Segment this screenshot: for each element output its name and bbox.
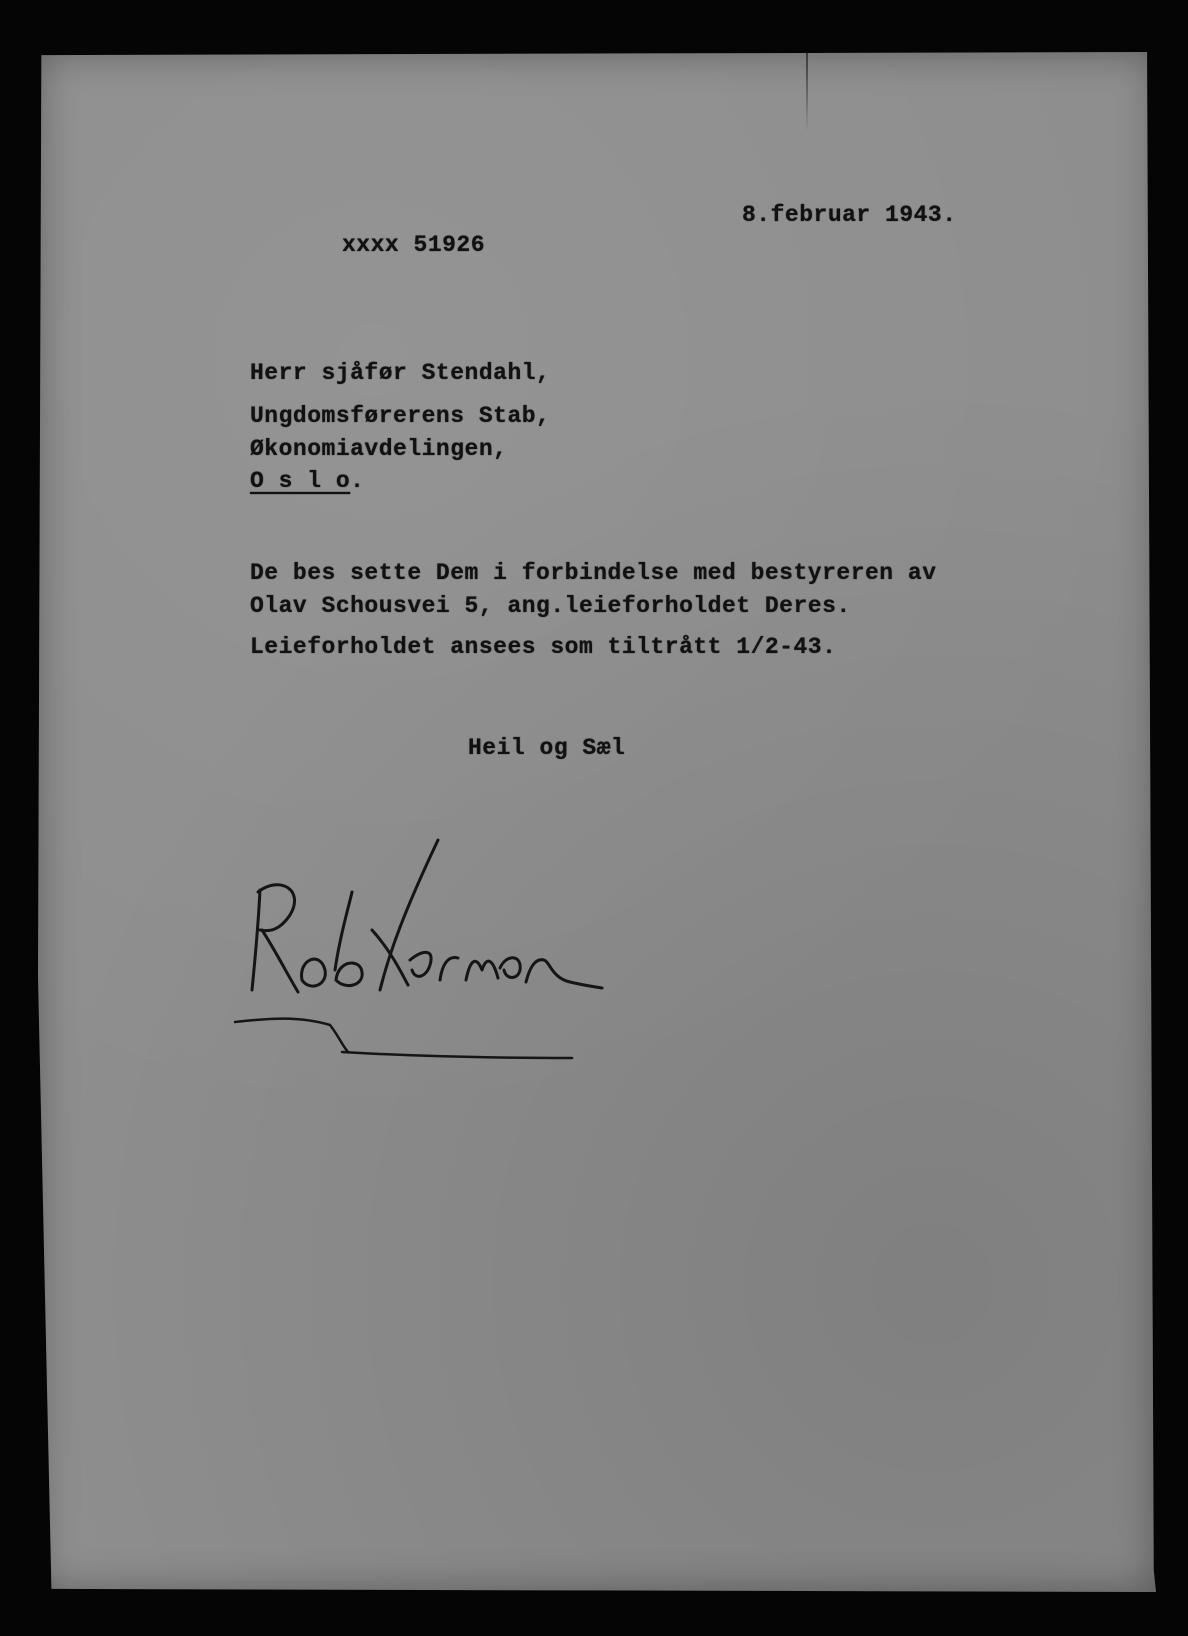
handwritten-signature: [230, 820, 610, 1080]
recipient-department: Økonomiavdelingen,: [250, 436, 508, 462]
letter-date: 8.februar 1943.: [742, 202, 957, 228]
paper-crease: [806, 52, 808, 132]
recipient-city-punct: .: [350, 468, 365, 494]
body-line-2: Olav Schousvei 5, ang.leieforholdet Deres.: [250, 593, 851, 619]
recipient-city: O s l o: [250, 468, 351, 494]
body-line-3: Leieforholdet ansees som tiltrått 1/2-43.: [250, 634, 837, 660]
recipient-name: Herr sjåfør Stendahl,: [250, 360, 551, 386]
recipient-organization: Ungdomsførerens Stab,: [250, 403, 551, 429]
closing-salutation: Heil og Sæl: [468, 735, 626, 761]
recipient-city-line: [250, 468, 364, 494]
reference-number: xxxx 51926: [342, 232, 486, 258]
body-line-1: De bes sette Dem i forbindelse med bestyreren av: [250, 560, 937, 586]
